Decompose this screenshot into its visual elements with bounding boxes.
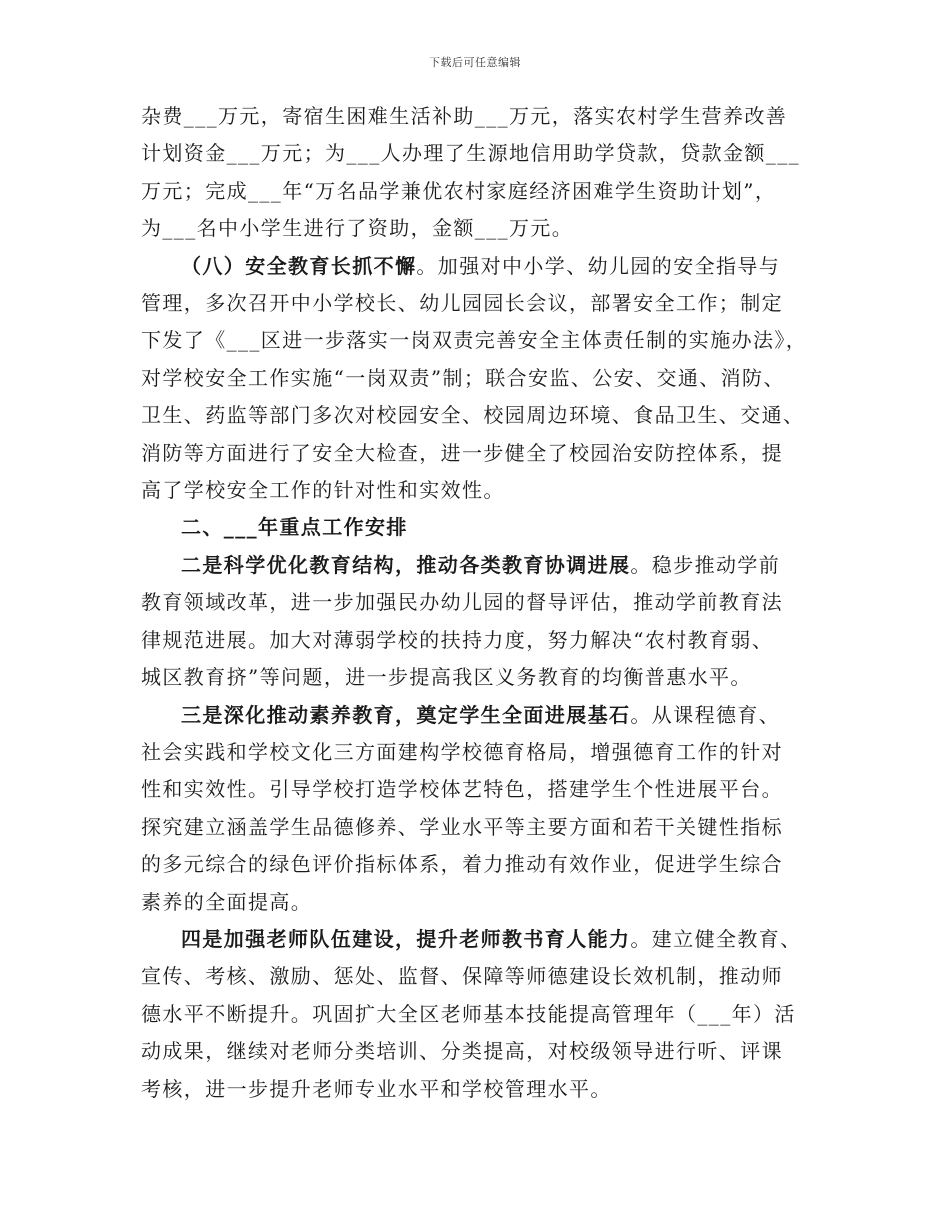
text-line: 为___名中小学生进行了资助，金额___万元。: [141, 216, 574, 241]
text-line: [141, 921, 829, 958]
text-run: 。加强对中小学、幼儿园的安全指导与: [416, 253, 781, 278]
text-line: 素养的全面提高。: [141, 889, 313, 914]
text-line: 宣传、考核、激励、惩处、监督、保障等师德建设长效机制，推动师: [141, 964, 783, 989]
text-line: [141, 248, 829, 285]
text-line: 对学校安全工作实施“一岗双责”制；联合安监、公安、交通、消防、: [141, 365, 785, 390]
text-line: 律规范进展。加大对薄弱学校的扶持力度，努力解决“农村教育弱、: [141, 627, 774, 652]
text-line: 高了学校安全工作的针对性和实效性。: [141, 478, 505, 503]
page-header: 下载后可任意编辑: [429, 56, 521, 69]
text-run: 。建立健全教育、: [630, 926, 802, 951]
text-run: 。从课程德育、: [630, 702, 781, 727]
paragraph-education-structure: [141, 547, 829, 697]
section-heading: [141, 509, 829, 546]
text-line: 探究建立涵盖学生品德修养、学业水平等主要方面和若干关键性指标: [141, 814, 783, 839]
text-line: [141, 697, 829, 734]
text-line: 卫生、药监等部门多次对校园安全、校园周边环境、食品卫生、交通、: [141, 403, 805, 428]
section-heading-text: 二、___年重点工作安排: [181, 515, 408, 540]
paragraph-heading: 二是科学优化教育结构，推动各类教育协调进展: [181, 552, 631, 577]
paragraph-heading: 四是加强老师队伍建设，提升老师教书育人能力: [181, 926, 631, 951]
text-line: 性和实效性。引导学校打造学校体艺特色，搭建学生个性进展平台。: [141, 777, 783, 802]
text-line: 教育领域改革，进一步加强民办幼儿园的督导评估，推动学前教育法: [141, 590, 783, 615]
text-line: 万元；完成___年“万名品学兼优农村家庭经济困难学生资助计划”，: [141, 178, 777, 203]
paragraph-safety-education: [141, 248, 829, 510]
text-line: [141, 547, 829, 584]
paragraph-heading: （八）安全教育长抓不懈: [181, 253, 417, 278]
text-line: 杂费___万元，寄宿生困难生活补助___万元，落实农村学生营养改善: [141, 104, 788, 128]
paragraph-heading: 三是深化推动素养教育，奠定学生全面进展基石: [181, 702, 631, 727]
text-line: 社会实践和学校文化三方面建构学校德育格局，增强德育工作的针对: [141, 739, 783, 764]
text-line: 管理，多次召开中小学校长、幼儿园园长会议，部署安全工作；制定: [141, 291, 783, 316]
paragraph-funding-continuation: [141, 98, 829, 248]
text-line: 城区教育挤”等问题，进一步提高我区义务教育的均衡普惠水平。: [141, 665, 752, 690]
text-line: 下发了《___区进一步落实一岗双责完善安全主体责任制的实施办法》，: [141, 328, 808, 353]
text-line: 消防等方面进行了安全大检查，进一步健全了校园治安防控体系，提: [141, 440, 783, 465]
text-line: 德水平不断提升。巩固扩大全区老师基本技能提高管理年（___年）活: [141, 1001, 796, 1026]
text-line: 计划资金___万元；为___人办理了生源地信用助学贷款，贷款金额___: [141, 141, 800, 166]
document-body: [141, 98, 829, 1108]
text-run: 。稳步推动学前: [630, 552, 781, 577]
text-line: 的多元综合的绿色评价指标体系，着力推动有效作业，促进学生综合: [141, 852, 783, 877]
text-line: 考核，进一步提升老师专业水平和学校管理水平。: [141, 1076, 612, 1101]
text-line: 动成果，继续对老师分类培训、分类提高，对校级领导进行听、评课: [141, 1039, 783, 1064]
paragraph-teacher-team: [141, 921, 829, 1108]
paragraph-quality-education: [141, 697, 829, 921]
